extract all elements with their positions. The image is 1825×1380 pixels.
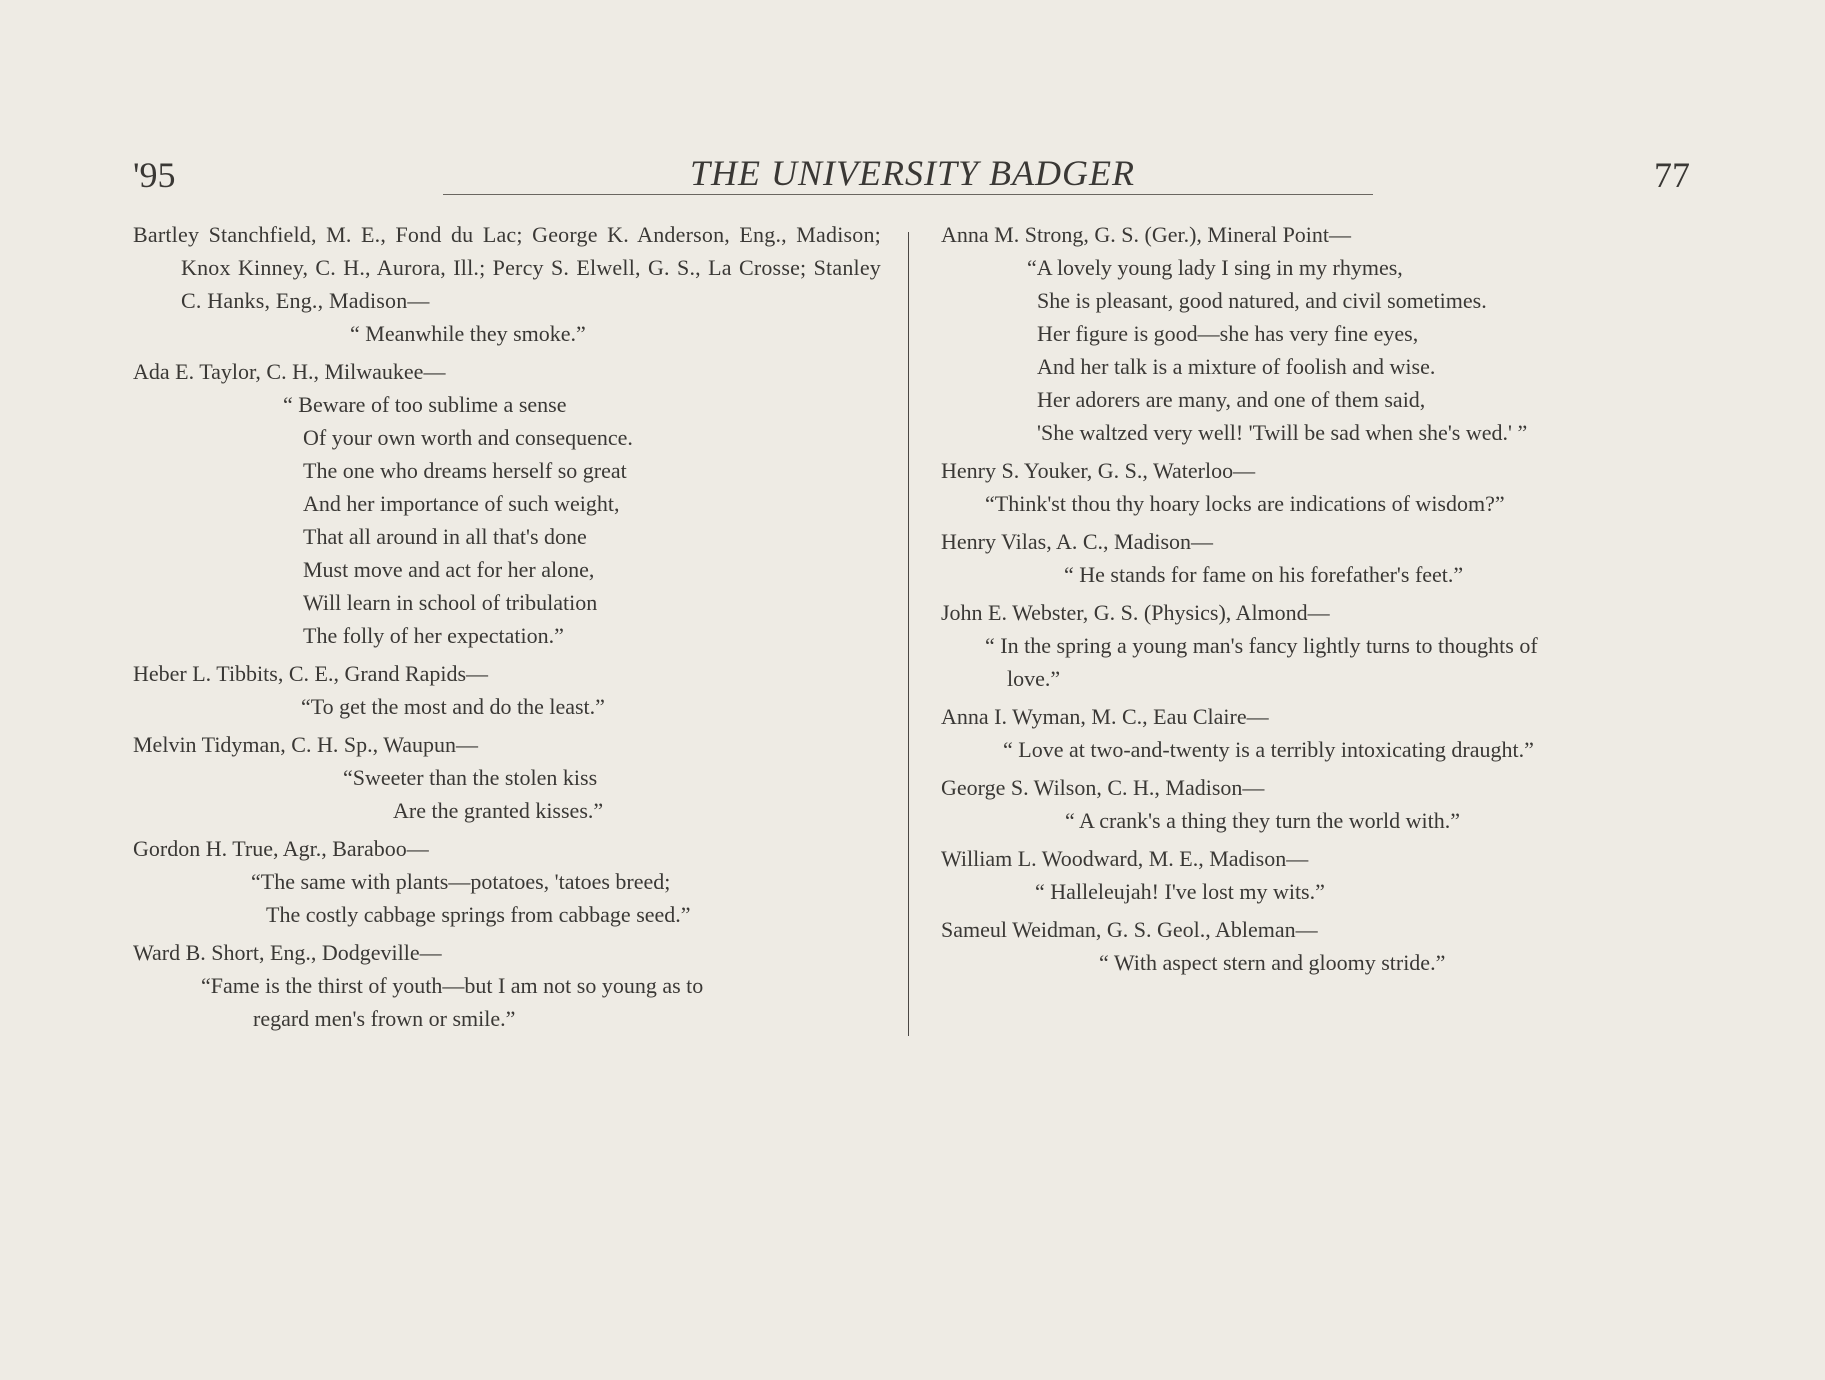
entry-quote — [941, 733, 1691, 766]
entry-name: Henry Vilas, A. C., Madison— — [941, 529, 1214, 554]
quote-line: “ Meanwhile they smoke.” — [350, 321, 586, 346]
quote-line: “A lovely young lady I sing in my rhymes, — [1027, 255, 1403, 280]
entry — [133, 657, 881, 723]
quote-line: She is pleasant, good natured, and civil sometimes. — [1037, 288, 1487, 313]
entry-quote — [941, 946, 1691, 979]
quote-line: The folly of her expectation.” — [303, 623, 564, 648]
entry — [941, 525, 1691, 591]
entry-quote — [133, 317, 881, 350]
quote-line: Her figure is good—she has very fine eyes, — [1037, 321, 1419, 346]
entry-name: Sameul Weidman, G. S. Geol., Ableman— — [941, 917, 1318, 942]
entry-name: Bartley Stanchfield, M. E., Fond du Lac; George K. Anderson, Eng., Madison; Knox Kinney, C. H., Aurora, Ill.; Percy S. Elwell, G. S., La Crosse; Stanley C. Hanks, Eng., Madison— — [133, 222, 881, 313]
entry-quote — [133, 969, 881, 1035]
entry — [133, 936, 881, 1035]
entry-quote — [133, 865, 881, 931]
quote-line: Of your own worth and consequence. — [303, 425, 633, 450]
entry — [133, 832, 881, 931]
entry-name: Anna M. Strong, G. S. (Ger.), Mineral Point— — [941, 222, 1352, 247]
entry-quote — [133, 690, 881, 723]
entry — [941, 771, 1691, 837]
quote-line: “Think'st thou thy hoary locks are indications of wisdom?” — [985, 491, 1505, 516]
entry-quote — [941, 487, 1691, 520]
quote-line: “ He stands for fame on his forefather's feet.” — [1064, 562, 1464, 587]
entry — [133, 728, 881, 827]
quote-line: “ In the spring a young man's fancy lightly turns to thoughts of — [985, 633, 1538, 658]
running-title: THE UNIVERSITY BADGER — [690, 153, 1135, 193]
quote-line: The one who dreams herself so great — [303, 458, 627, 483]
page-header — [0, 150, 1825, 200]
quote-line: Are the granted kisses.” — [393, 798, 604, 823]
quote-line: “ A crank's a thing they turn the world with.” — [1065, 808, 1460, 833]
entry-quote — [133, 388, 881, 652]
quote-line: And her talk is a mixture of foolish and wise. — [1037, 354, 1436, 379]
entry-quote — [941, 251, 1691, 449]
entry-name: Ward B. Short, Eng., Dodgeville— — [133, 940, 442, 965]
entry-quote — [941, 629, 1691, 695]
entry — [941, 454, 1691, 520]
entry-name: Heber L. Tibbits, C. E., Grand Rapids— — [133, 661, 489, 686]
right-column — [941, 218, 1691, 984]
entry — [941, 700, 1691, 766]
class-year: '95 — [133, 155, 176, 195]
entry — [941, 913, 1691, 979]
quote-line: “Fame is the thirst of youth—but I am not so young as to — [201, 973, 704, 998]
entry — [941, 218, 1691, 449]
entry — [133, 355, 881, 652]
quote-line: “The same with plants—potatoes, 'tatoes breed; — [251, 869, 671, 894]
quote-line: That all around in all that's done — [303, 524, 587, 549]
entry-name: Ada E. Taylor, C. H., Milwaukee— — [133, 359, 446, 384]
quote-line: The costly cabbage springs from cabbage seed.” — [266, 902, 691, 927]
entry-quote — [941, 558, 1691, 591]
header-rule — [443, 194, 1373, 195]
entry-name: George S. Wilson, C. H., Madison— — [941, 775, 1265, 800]
quote-line: “ Halleleujah! I've lost my wits.” — [1035, 879, 1325, 904]
entry-name: Melvin Tidyman, C. H. Sp., Waupun— — [133, 732, 478, 757]
entry-quote — [941, 875, 1691, 908]
entry-name: William L. Woodward, M. E., Madison— — [941, 846, 1309, 871]
quote-line: “ With aspect stern and gloomy stride.” — [1099, 950, 1446, 975]
left-column — [133, 218, 881, 1040]
quote-line: regard men's frown or smile.” — [253, 1006, 516, 1031]
entry-name: Gordon H. True, Agr., Baraboo— — [133, 836, 429, 861]
entry — [133, 218, 881, 350]
quote-line: love.” — [1007, 666, 1061, 691]
quote-line: 'She waltzed very well! 'Twill be sad when she's wed.' ” — [1037, 420, 1528, 445]
quote-line: Her adorers are many, and one of them said, — [1037, 387, 1426, 412]
quote-line: Will learn in school of tribulation — [303, 590, 598, 615]
quote-line: “Sweeter than the stolen kiss — [343, 765, 598, 790]
entry — [941, 596, 1691, 695]
page-number: 77 — [1654, 155, 1690, 195]
entry-name: Anna I. Wyman, M. C., Eau Claire— — [941, 704, 1269, 729]
quote-line: “To get the most and do the least.” — [301, 694, 605, 719]
entry — [941, 842, 1691, 908]
entry-name: John E. Webster, G. S. (Physics), Almond— — [941, 600, 1330, 625]
quote-line: And her importance of such weight, — [303, 491, 620, 516]
entry-quote — [133, 761, 881, 827]
quote-line: “ Love at two-and-twenty is a terribly intoxicating draught.” — [1003, 737, 1534, 762]
quote-line: “ Beware of too sublime a sense — [283, 392, 567, 417]
entry-name: Henry S. Youker, G. S., Waterloo— — [941, 458, 1256, 483]
quote-line: Must move and act for her alone, — [303, 557, 595, 582]
column-divider — [908, 232, 909, 1036]
entry-quote — [941, 804, 1691, 837]
